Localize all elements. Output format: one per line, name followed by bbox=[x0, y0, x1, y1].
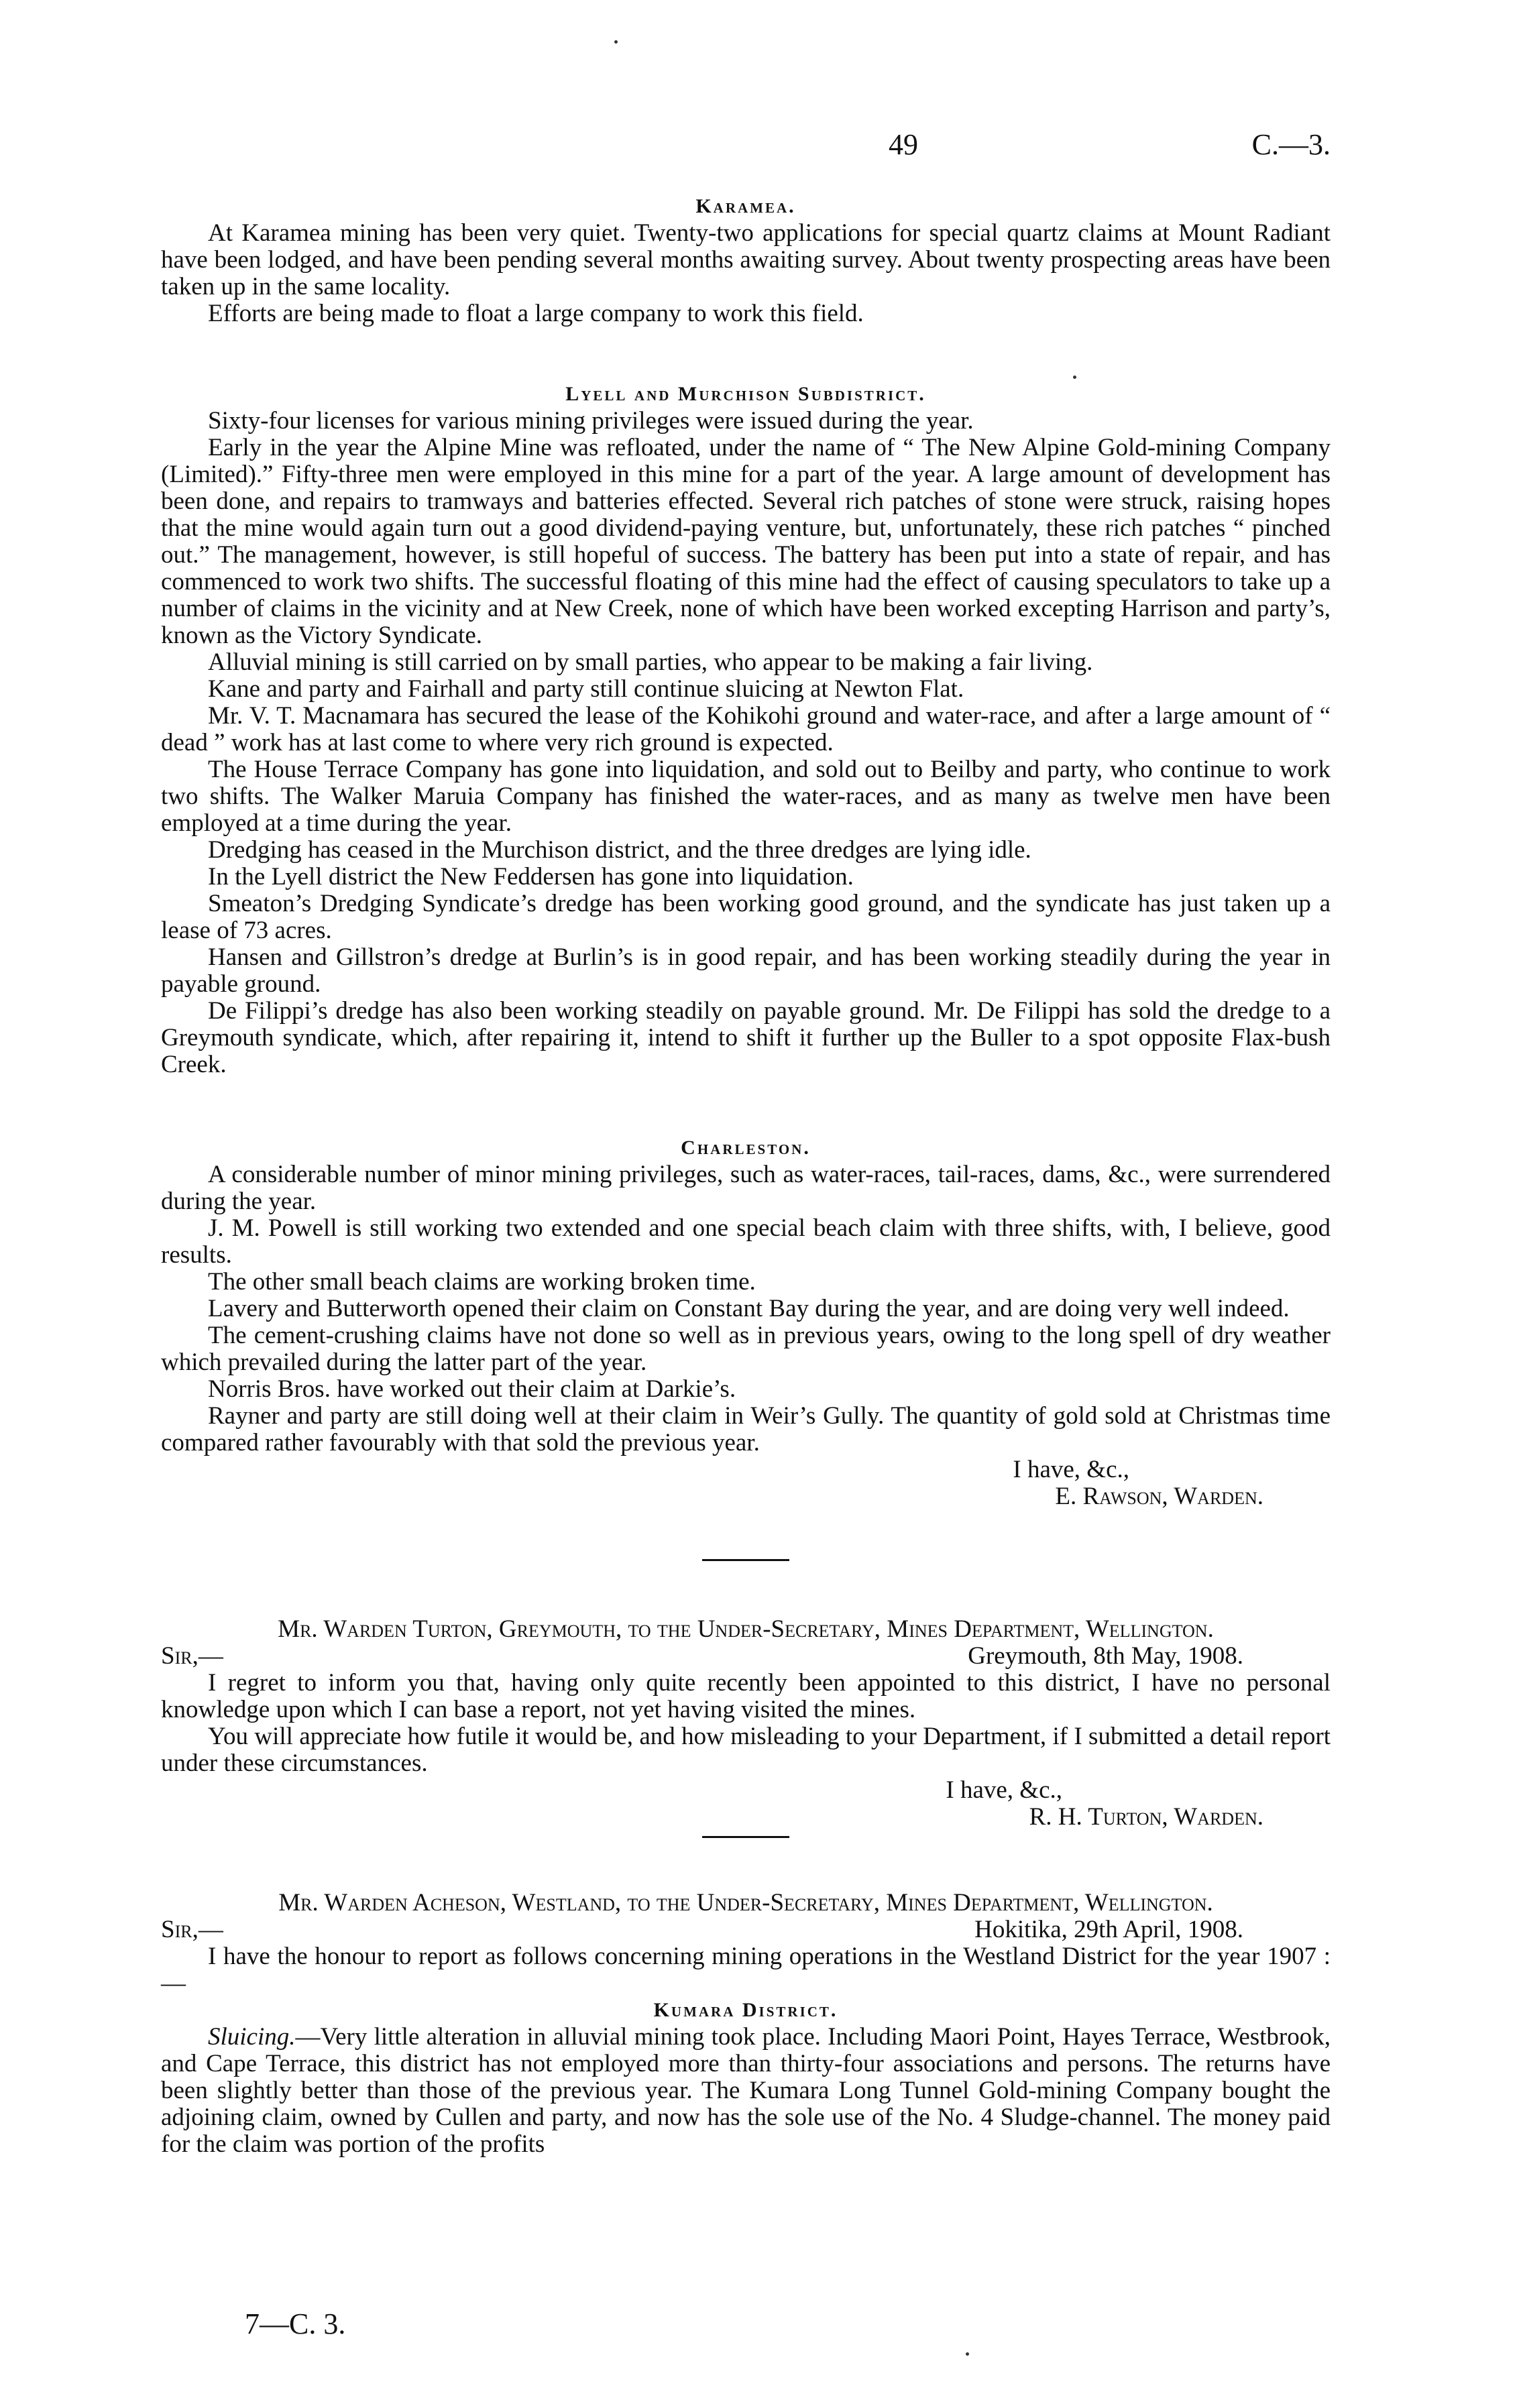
letter-heading: Mr. Warden Acheson, Westland, to the Under-Secretary, Mines Department, Wellington. bbox=[278, 1889, 1213, 1916]
paragraph: Smeaton’s Dredging Syndicate’s dredge has been working good ground, and the syndicate has just taken up a lease of 73 acres. bbox=[161, 890, 1331, 944]
paragraph: Sixty-four licenses for various mining privileges were issued during the year. bbox=[208, 407, 974, 435]
paragraph: At Karamea mining has been very quiet. Twenty-two applications for special quartz claims at Mount Radiant have been lodged, and have been pending several months awaiting survey. About twenty prospecting areas have been taken up in the same locality. bbox=[161, 219, 1331, 300]
sluicing-label: Sluicing. bbox=[208, 2023, 296, 2051]
karamea-section bbox=[161, 193, 1331, 327]
turton-letter bbox=[161, 1616, 1331, 1831]
paragraph-sluicing bbox=[161, 2024, 1331, 2158]
salutation-line bbox=[161, 1916, 1331, 1943]
page-reference: C.—3. bbox=[1251, 128, 1331, 161]
paragraph: Kane and party and Fairhall and party still continue sluicing at Newton Flat. bbox=[208, 675, 964, 703]
paragraph: You will appreciate how futile it would be, and how misleading to your Department, if I submitted a detail report under these circumstances. bbox=[161, 1723, 1331, 1777]
closing: I have, &c., bbox=[1013, 1456, 1129, 1483]
lyell-section bbox=[161, 381, 1331, 1078]
paragraph: Dredging has ceased in the Murchison district, and the three dredges are lying idle. bbox=[208, 836, 1031, 864]
paragraph: Efforts are being made to float a large company to work this field. bbox=[208, 300, 864, 327]
paragraph: Hansen and Gillstron’s dredge at Burlin’s is in good repair, and has been working steadily during the year in payable ground. bbox=[161, 943, 1331, 998]
paragraph: Mr. V. T. Macnamara has secured the lease of the Kohikohi ground and water-race, and after a large amount of “ dead ” work has at last come to where very rich ground is expected. bbox=[161, 702, 1331, 756]
paragraph: J. M. Powell is still working two extended and one special beach claim with three shifts, with, I believe, good results. bbox=[161, 1214, 1331, 1269]
speck-mark bbox=[1073, 376, 1076, 379]
speck-mark bbox=[966, 2352, 969, 2356]
section-title-karamea: Karamea. bbox=[695, 195, 796, 217]
paragraph: I have the honour to report as follows concerning mining operations in the Westland District for the year 1907 :— bbox=[161, 1943, 1331, 1997]
signature: E. Rawson, Warden. bbox=[1055, 1483, 1263, 1510]
footer-signature-mark: 7—C. 3. bbox=[245, 2307, 346, 2340]
closing: I have, &c., bbox=[946, 1776, 1062, 1804]
paragraph: The House Terrace Company has gone into liquidation, and sold out to Beilby and party, who continue to work two shifts. The Walker Maruia Company has finished the water-races, and as many as twelve men have been employed at a time during the year. bbox=[161, 756, 1331, 837]
acheson-letter bbox=[161, 1890, 1331, 2158]
page-header bbox=[161, 127, 1331, 174]
speck-mark bbox=[614, 40, 618, 44]
letter-heading: Mr. Warden Turton, Greymouth, to the Under-Secretary, Mines Department, Wellington. bbox=[278, 1615, 1214, 1643]
paragraph: Early in the year the Alpine Mine was refloated, under the name of “ The New Alpine Gold-mining Company (Limited).” Fifty-three men were employed in this mine for a part of the year. A large amount of development has been done, and repairs to tramways and batteries effected. Several rich patches of stone were struck, raising hopes that the mine would again turn out a good dividend-paying venture, but, unfortunately, these rich patches “ pinched out.” The management, however, is still hopeful of success. The battery has been put into a state of repair, and has commenced to work two shifts. The successful floating of this mine had the effect of causing speculators to take up a number of claims in the vicinity and at New Creek, none of which have been worked excepting Harrison and party’s, known as the Victory Syndicate. bbox=[161, 434, 1331, 649]
place-date: Greymouth, 8th May, 1908. bbox=[968, 1642, 1243, 1670]
paragraph: De Filippi’s dredge has also been working steadily on payable ground. Mr. De Filippi has sold the dredge to a Greymouth syndicate, which, after repairing it, intend to shift it further up the Buller to a spot opposite Flax-bush Creek. bbox=[161, 997, 1331, 1078]
paragraph: A considerable number of minor mining privileges, such as water-races, tail-races, dams, &c., were surrendered during the year. bbox=[161, 1161, 1331, 1215]
salutation-line bbox=[161, 1643, 1331, 1670]
horizontal-rule bbox=[702, 1836, 789, 1838]
paragraph: The other small beach claims are working broken time. bbox=[208, 1268, 756, 1296]
salutation: Sir,— bbox=[161, 1642, 223, 1670]
paragraph: In the Lyell district the New Feddersen has gone into liquidation. bbox=[208, 863, 854, 891]
horizontal-rule bbox=[702, 1559, 789, 1561]
salutation: Sir,— bbox=[161, 1916, 223, 1943]
divider bbox=[161, 1836, 1331, 1838]
sluicing-text: —Very little alteration in alluvial mining took place. Including Maori Point, Hayes Terrace, Westbrook, and Cape Terrace, this district has not employed more than thirty-four associations and persons. The returns have been slightly better than those of the previous year. The Kumara Long Tunnel Gold-mining Company bought the adjoining claim, owned by Cullen and party, and now has the sole use of the No. 4 Sludge-channel. The money paid for the claim was portion of the profits bbox=[161, 2023, 1331, 2158]
place-date: Hokitika, 29th April, 1908. bbox=[974, 1916, 1243, 1943]
page-number: 49 bbox=[889, 128, 918, 161]
paragraph: Lavery and Butterworth opened their claim on Constant Bay during the year, and are doing very well indeed. bbox=[208, 1295, 1290, 1322]
paragraph: Norris Bros. have worked out their claim at Darkie’s. bbox=[208, 1375, 736, 1403]
section-title-lyell: Lyell and Murchison Subdistrict. bbox=[565, 383, 926, 405]
signature: R. H. Turton, Warden. bbox=[1029, 1803, 1263, 1831]
divider bbox=[161, 1559, 1331, 1561]
charleston-section bbox=[161, 1135, 1331, 1510]
section-title-charleston: Charleston. bbox=[681, 1137, 811, 1159]
paragraph: Alluvial mining is still carried on by small parties, who appear to be making a fair living. bbox=[208, 648, 1093, 676]
paragraph: The cement-crushing claims have not done so well as in previous years, owing to the long spell of dry weather which prevailed during the latter part of the year. bbox=[161, 1322, 1331, 1376]
paragraph: I regret to inform you that, having only quite recently been appointed to this district, I have no personal knowledge upon which I can base a report, not yet having visited the mines. bbox=[161, 1669, 1331, 1723]
paragraph: Rayner and party are still doing well at their claim in Weir’s Gully. The quantity of gold sold at Christmas time compared rather favourably with that sold the previous year. bbox=[161, 1402, 1331, 1456]
section-title-kumara: Kumara District. bbox=[653, 1999, 838, 2021]
